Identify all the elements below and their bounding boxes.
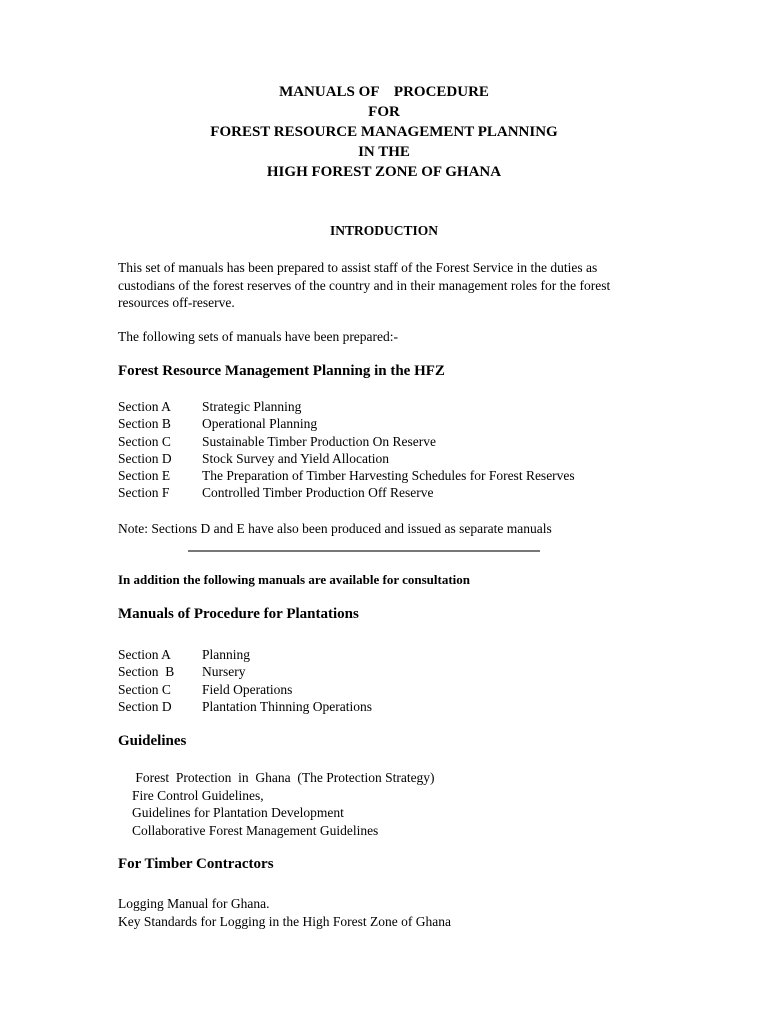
list-item <box>118 698 372 715</box>
section-title: Stock Survey and Yield Allocation <box>202 450 389 466</box>
list-item <box>118 433 575 450</box>
additional-manuals-heading: In addition the following manuals are available for consultation <box>118 572 471 587</box>
section-title: Planning <box>202 647 251 662</box>
list-item: Logging Manual for Ghana. <box>118 896 270 911</box>
section-title: Field Operations <box>202 681 293 697</box>
list-item <box>118 663 372 680</box>
introduction-lead: The following sets of manuals have been prepared:- <box>118 329 399 344</box>
title-line: FOREST RESOURCE MANAGEMENT PLANNING <box>210 124 558 140</box>
section-title: Sustainable Timber Production On Reserve <box>202 433 436 449</box>
paragraph-line: custodians of the forest reserves of the country and in their management roles for the forest <box>118 277 611 293</box>
timber-contractors-heading: For Timber Contractors <box>118 856 274 872</box>
paragraph-line: resources off-reserve. <box>118 295 235 310</box>
document-title <box>0 82 768 182</box>
section-label: Section A <box>118 647 171 662</box>
section-label: Section C <box>118 433 171 449</box>
hfz-section-list <box>118 398 575 502</box>
section-title: The Preparation of Timber Harvesting Schedules for Forest Reserves <box>202 468 575 484</box>
section-label: Section B <box>118 664 175 680</box>
list-item: Guidelines for Plantation Development <box>132 805 344 820</box>
plantations-heading: Manuals of Procedure for Plantations <box>118 606 359 622</box>
guidelines-list <box>132 769 435 839</box>
section-title: Plantation Thinning Operations <box>202 698 372 714</box>
list-item <box>118 467 575 484</box>
section-title: Operational Planning <box>202 416 318 432</box>
section-title: Controlled Timber Production Off Reserve <box>202 485 434 501</box>
title-line: MANUALS OF PROCEDURE <box>279 84 489 100</box>
title-line: HIGH FOREST ZONE OF GHANA <box>266 164 502 180</box>
section-label: Section F <box>118 485 170 501</box>
introduction-paragraph <box>118 259 648 312</box>
title-line: FOR <box>368 104 400 120</box>
section-label: Section C <box>118 681 171 697</box>
list-item <box>118 484 575 501</box>
section-label: Section A <box>118 399 171 414</box>
section-label: Section B <box>118 416 171 432</box>
guidelines-heading: Guidelines <box>118 733 187 749</box>
paragraph-line: This set of manuals has been prepared to assist staff of the Forest Service in the duties as <box>118 260 598 275</box>
list-item <box>118 681 372 698</box>
horizontal-divider <box>188 550 540 552</box>
hfz-heading: Forest Resource Management Planning in the HFZ <box>118 363 445 379</box>
section-label: Section E <box>118 468 171 484</box>
section-title: Nursery <box>202 664 246 680</box>
list-item <box>118 415 575 432</box>
list-item <box>118 646 372 663</box>
hfz-note: Note: Sections D and E have also been produced and issued as separate manuals <box>118 521 552 536</box>
title-line: IN THE <box>358 144 410 160</box>
section-label: Section D <box>118 450 172 466</box>
list-item: Collaborative Forest Management Guidelines <box>132 822 379 838</box>
list-item <box>118 450 575 467</box>
timber-contractors-list <box>118 895 648 930</box>
list-item <box>118 398 575 415</box>
section-label: Section D <box>118 698 172 714</box>
list-item: Key Standards for Logging in the High Forest Zone of Ghana <box>118 913 451 929</box>
section-title: Strategic Planning <box>202 399 302 414</box>
list-item: Forest Protection in Ghana (The Protection Strategy) <box>132 770 435 785</box>
introduction-heading: INTRODUCTION <box>329 223 438 238</box>
list-item: Fire Control Guidelines, <box>132 787 264 803</box>
plantations-section-list <box>118 646 372 715</box>
